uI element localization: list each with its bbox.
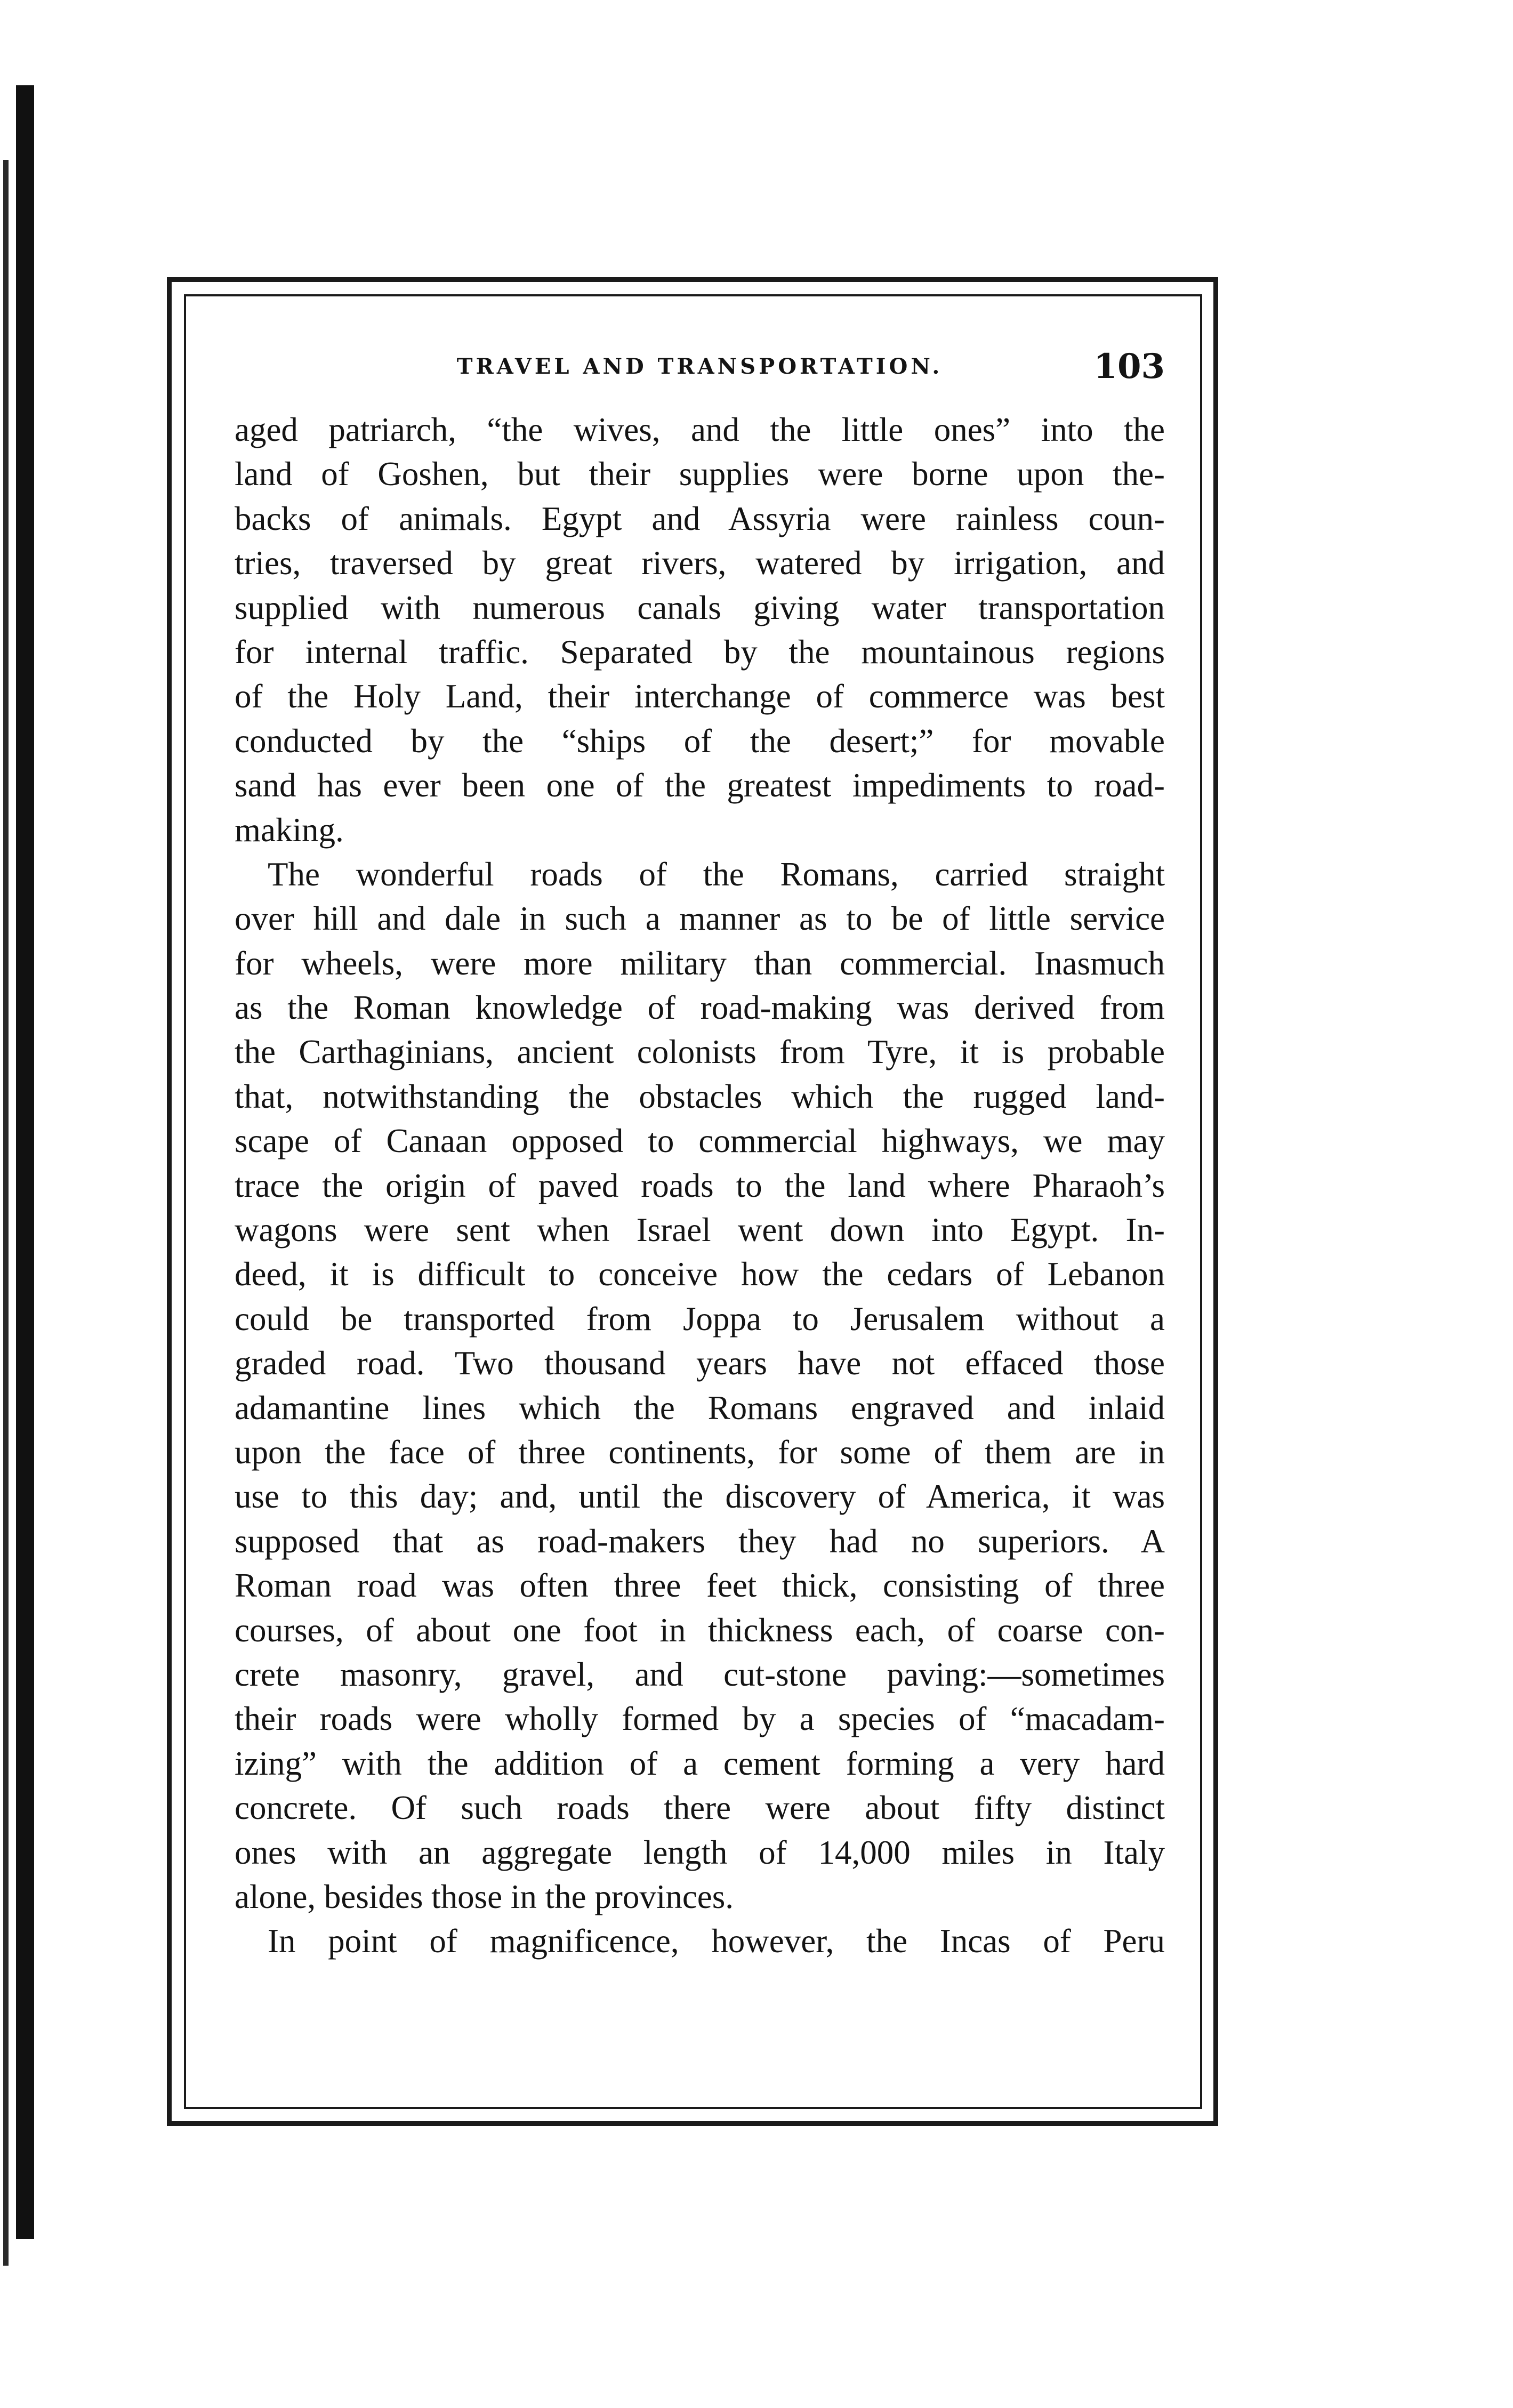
text-line: for wheels, were more military than commercial. Inasmuch <box>235 944 1165 982</box>
text-line: as the Roman knowledge of road-making was derived from <box>235 989 1165 1027</box>
text-line: The wonderful roads of the Romans, carried straight <box>268 855 1165 893</box>
text-line: land of Goshen, but their supplies were borne upon the- <box>235 455 1165 493</box>
binding-shadow <box>16 85 34 2239</box>
text-line: In point of magnificence, however, the Incas of Peru <box>268 1922 1165 1960</box>
text-line: trace the origin of paved roads to the land where Pharaoh’s <box>235 1166 1165 1204</box>
text-line: backs of animals. Egypt and Assyria were rainless coun- <box>235 500 1165 537</box>
text-line: ones with an aggregate length of 14,000 miles in Italy <box>235 1833 1165 1871</box>
text-line: that, notwithstanding the obstacles which the rugged land- <box>235 1077 1165 1115</box>
text-line: izing” with the addition of a cement forming a very hard <box>235 1744 1165 1782</box>
text-line: Roman road was often three feet thick, consisting of three <box>235 1567 1165 1605</box>
text-line: upon the face of three continents, for some of them are in <box>235 1433 1165 1471</box>
text-line: making. <box>235 811 344 849</box>
text-line: sand has ever been one of the greatest impediments to road- <box>235 767 1165 804</box>
text-line: supposed that as road-makers they had no superiors. A <box>235 1522 1165 1560</box>
text-line: scape of Canaan opposed to commercial highways, we may <box>235 1122 1165 1160</box>
text-line: adamantine lines which the Romans engraved and inlaid <box>235 1389 1165 1427</box>
text-line: graded road. Two thousand years have not effaced those <box>235 1344 1165 1382</box>
text-line: aged patriarch, “the wives, and the little ones” into the <box>235 411 1165 448</box>
text-line: tries, traversed by great rivers, watered by irrigation, and <box>235 544 1165 582</box>
text-line: supplied with numerous canals giving water transportation <box>235 589 1165 626</box>
text-line: courses, of about one foot in thickness each, of coarse con- <box>235 1611 1165 1649</box>
text-line: concrete. Of such roads there were about fifty distinct <box>235 1789 1165 1827</box>
text-line: for internal traffic. Separated by the mountainous regions <box>235 633 1165 671</box>
page-number: 103 <box>1093 347 1165 386</box>
text-line: crete masonry, gravel, and cut-stone paving:—sometimes <box>235 1655 1165 1693</box>
text-line: could be transported from Joppa to Jerusalem without a <box>235 1300 1165 1338</box>
text-line: conducted by the “ships of the desert;” for movable <box>235 722 1165 760</box>
text-line: wagons were sent when Israel went down into Egypt. In- <box>235 1211 1165 1249</box>
text-line: deed, it is difficult to conceive how the cedars of Lebanon <box>235 1255 1165 1293</box>
running-head-title: TRAVEL AND TRANSPORTATION. <box>456 354 943 379</box>
text-line: alone, besides those in the provinces. <box>235 1878 734 1915</box>
binding-edge <box>3 160 9 2266</box>
text-line: of the Holy Land, their interchange of commerce was best <box>235 678 1165 715</box>
text-line: their roads were wholly formed by a species of “macadam- <box>235 1700 1165 1738</box>
running-head <box>235 347 1165 394</box>
text-line: over hill and dale in such a manner as to be of little service <box>235 900 1165 938</box>
body-text <box>235 408 1165 2007</box>
text-line: use to this day; and, until the discovery of America, it was <box>235 1478 1165 1516</box>
text-line: the Carthaginians, ancient colonists from Tyre, it is probable <box>235 1033 1165 1071</box>
